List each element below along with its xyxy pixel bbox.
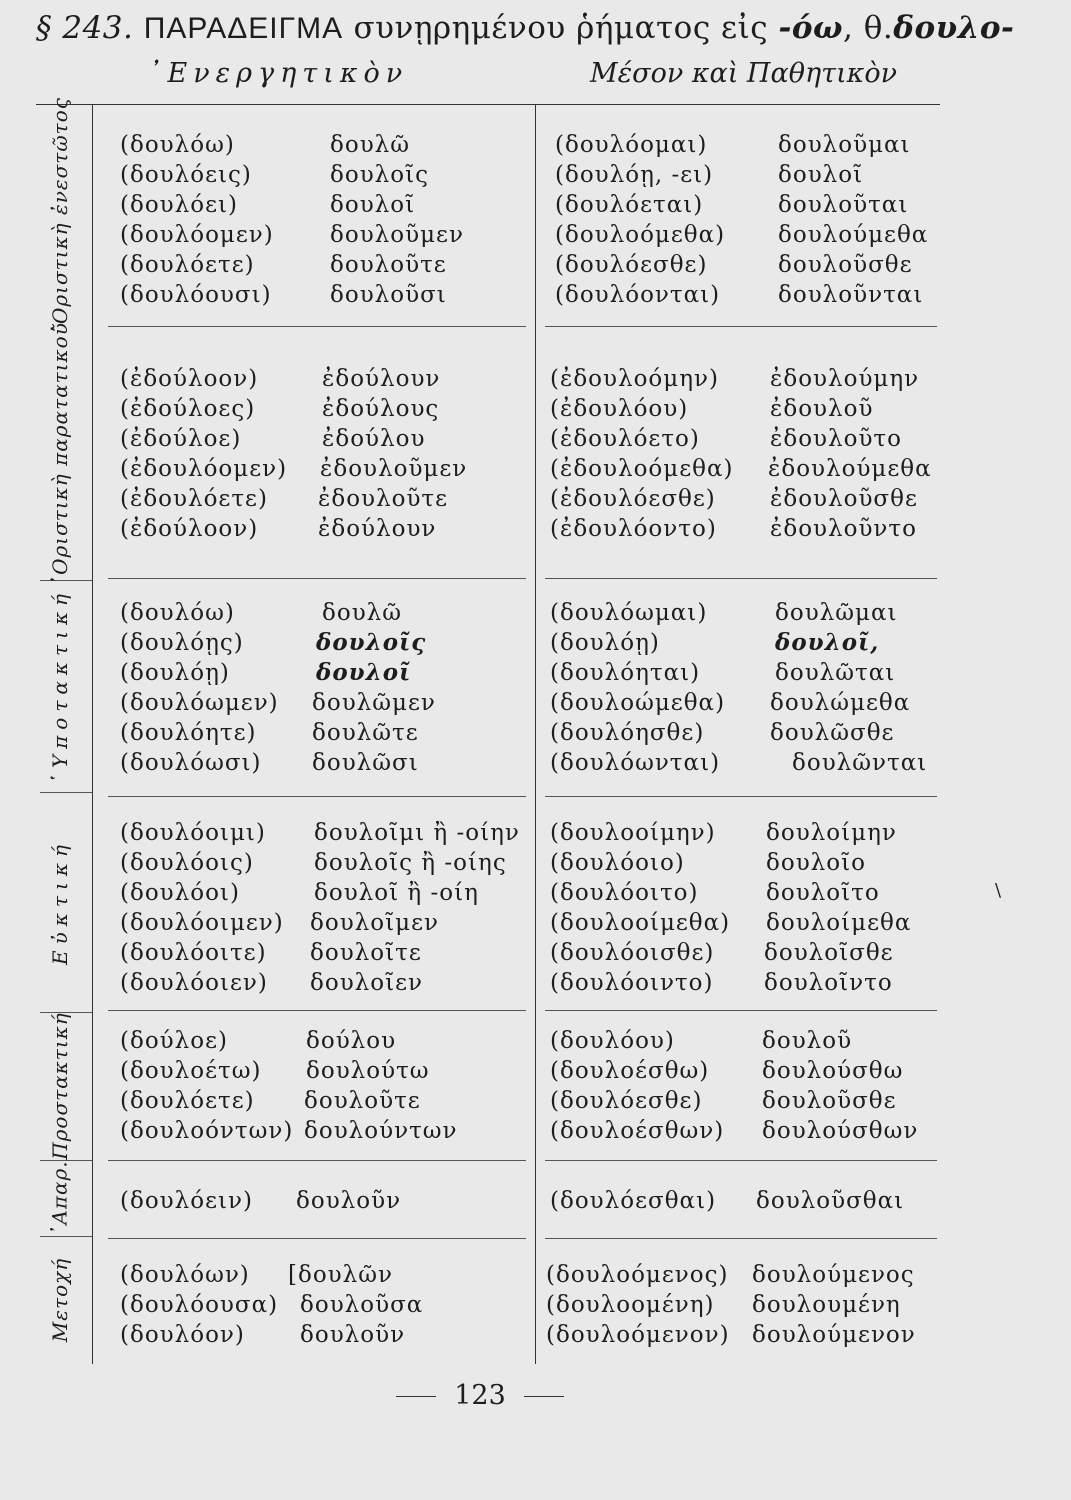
- header-ending: -όω: [778, 10, 844, 46]
- contracted-form: δουλοῖτε: [310, 940, 422, 966]
- contracted-form: δουλῶ: [330, 132, 411, 158]
- uncontracted-form: (ἐδουλόου): [550, 396, 689, 422]
- page-number-value: 123: [454, 1380, 506, 1411]
- contracted-form: δουλοῖσθε: [764, 940, 894, 966]
- contracted-form: δουλοῦμεν: [330, 222, 464, 248]
- uncontracted-form: (ἐδουλοόμην): [550, 366, 719, 392]
- section-separator: [108, 1160, 526, 1161]
- contracted-form: δουλούσθων: [762, 1118, 919, 1144]
- uncontracted-form: (δουλόεσθε): [550, 1088, 703, 1114]
- uncontracted-form: (δουλόεσθαι): [550, 1188, 717, 1214]
- contracted-form: δουλοῖ ἢ -οίη: [314, 880, 479, 906]
- uncontracted-form: (δουλοέτω): [120, 1058, 262, 1084]
- contracted-form: δουλοίμην: [766, 820, 897, 846]
- contracted-form: δουλοῦ: [762, 1028, 853, 1054]
- uncontracted-form: (ἐδούλοες): [120, 396, 256, 422]
- uncontracted-form: (δουλόοι): [120, 880, 240, 906]
- contracted-form: δουλῶσι: [312, 750, 419, 776]
- uncontracted-form: (δουλοόμενον): [546, 1322, 730, 1348]
- section-separator: [545, 1238, 937, 1239]
- contracted-form: δουλούμενος: [752, 1262, 915, 1288]
- uncontracted-form: (δουλόουσα): [120, 1292, 279, 1318]
- contracted-form: ἐδούλουν: [318, 516, 437, 542]
- contracted-form: δουλῶμεν: [312, 690, 436, 716]
- contracted-form: ἐδουλοῦτε: [318, 486, 449, 512]
- uncontracted-form: (δουλοόμεθα): [555, 222, 726, 248]
- uncontracted-form: (δουλόοιμι): [120, 820, 266, 846]
- uncontracted-form: (δουλόῃς): [120, 630, 244, 656]
- contracted-form: δουλοῖμι ἢ -οίην: [314, 820, 520, 846]
- section-separator: [40, 1236, 92, 1237]
- uncontracted-form: (δουλόοιτο): [550, 880, 699, 906]
- section-separator: [108, 578, 526, 579]
- contracted-form-emphasized: δουλοῖ,: [775, 629, 880, 656]
- contracted-form: δουλῶτε: [312, 720, 419, 746]
- uncontracted-form: (δουλόων): [120, 1262, 250, 1288]
- contracted-form: δουλῶσθε: [770, 720, 895, 746]
- uncontracted-form: (δουλόομεν): [120, 222, 274, 248]
- section-separator: [545, 1010, 937, 1011]
- dash-right: [524, 1396, 564, 1397]
- contracted-form: δουλοῦται: [778, 192, 909, 218]
- contracted-form: ἐδουλοῦντο: [770, 516, 917, 542]
- contracted-form: δουλοῖτο: [766, 880, 880, 906]
- uncontracted-form: (δουλόεται): [555, 192, 704, 218]
- contracted-form: δουλοῦσθε: [778, 252, 913, 278]
- mood-label-subjunctive: ῾Υποτακτική: [48, 587, 73, 785]
- contracted-form: ἐδούλους: [322, 396, 440, 422]
- section-separator: [545, 1160, 937, 1161]
- contracted-form: δουλοίμεθα: [766, 910, 912, 936]
- uncontracted-form: (δουλόησθε): [550, 720, 705, 746]
- mood-label-optative: Εὐκτική: [48, 839, 73, 965]
- uncontracted-form: (δουλόου): [550, 1028, 675, 1054]
- uncontracted-form: (ἐδουλόετο): [550, 426, 700, 452]
- voice-divider-rule: [535, 104, 536, 1364]
- contracted-form: ἐδουλούμην: [770, 366, 920, 392]
- header-stem-label: , θ.: [843, 10, 894, 46]
- section-separator: [545, 326, 937, 327]
- uncontracted-form: (ἐδουλόοντο): [550, 516, 717, 542]
- mood-label-participle: Μετοχή: [48, 1257, 73, 1343]
- contracted-form: δουλώμεθα: [770, 690, 911, 716]
- contracted-form: δουλοῦσι: [330, 282, 447, 308]
- uncontracted-form: (δουλόητε): [120, 720, 257, 746]
- uncontracted-form: (ἐδουλοόμεθα): [550, 456, 734, 482]
- contracted-form: δουλοῖο: [766, 850, 866, 876]
- contracted-form: δουλοῦτε: [330, 252, 447, 278]
- section-separator: [108, 796, 526, 797]
- contracted-form: δουλοῦσθαι: [756, 1188, 905, 1214]
- contracted-form: δουλοῖ: [330, 192, 416, 218]
- contracted-form: ἐδουλούμεθα: [768, 456, 932, 482]
- uncontracted-form: (δουλόοιτε): [120, 940, 267, 966]
- contracted-form: δουλούμεθα: [778, 222, 929, 248]
- contracted-form: δουλούτω: [306, 1058, 430, 1084]
- contracted-form: δουλοῖς: [330, 162, 429, 188]
- section-separator: [108, 1010, 526, 1011]
- dash-left: [396, 1396, 436, 1397]
- uncontracted-form: (δουλοώμεθα): [550, 690, 726, 716]
- uncontracted-form: (δουλόει): [120, 192, 238, 218]
- contracted-form: δουλῶ: [322, 600, 403, 626]
- uncontracted-form: (δουλόοισθε): [550, 940, 715, 966]
- uncontracted-form: (δουλόουσι): [120, 282, 272, 308]
- contracted-form: δουλοῖεν: [310, 970, 424, 996]
- contracted-form: δουλοῦνται: [778, 282, 924, 308]
- contracted-form: ἐδούλουν: [322, 366, 441, 392]
- uncontracted-form: (δουλόωσι): [120, 750, 262, 776]
- label-column-rule: [92, 104, 93, 1364]
- page-number: [0, 1380, 960, 1411]
- stray-mark: \: [995, 880, 1002, 901]
- contracted-form-emphasized: δουλοῖ: [316, 659, 412, 686]
- contracted-form: δουλῶμαι: [775, 600, 898, 626]
- uncontracted-form: (δουλόοις): [120, 850, 254, 876]
- uncontracted-form: (δουλοοίμεθα): [550, 910, 731, 936]
- uncontracted-form: (ἐδουλόεσθε): [550, 486, 716, 512]
- contracted-form: δουλοῦσα: [300, 1292, 424, 1318]
- contracted-form: δουλῶνται: [792, 750, 928, 776]
- contracted-form: δουλοῖ: [778, 162, 864, 188]
- section-number: § 243.: [36, 10, 134, 46]
- uncontracted-form: (δουλοέσθω): [550, 1058, 710, 1084]
- contracted-form: δουλούντων: [304, 1118, 458, 1144]
- uncontracted-form: (δουλοοίμην): [550, 820, 716, 846]
- contracted-form: δουλῶται: [775, 660, 896, 686]
- contracted-form: ἐδούλου: [322, 426, 426, 452]
- uncontracted-form: (δουλόομαι): [555, 132, 708, 158]
- contracted-form: δουλοῦν: [300, 1322, 406, 1348]
- contracted-form: ἐδουλοῦμεν: [320, 456, 468, 482]
- uncontracted-form: (δουλόῃ): [120, 660, 230, 686]
- section-separator: [40, 792, 92, 793]
- uncontracted-form: (δουλόω): [120, 132, 235, 158]
- uncontracted-form: (δούλοε): [120, 1028, 228, 1054]
- section-separator: [108, 1238, 526, 1239]
- section-separator: [545, 796, 937, 797]
- voice-active-heading: ᾿Ενεργητικὸν: [148, 58, 409, 89]
- mood-label-imperative: Προστακτική: [48, 1012, 72, 1160]
- uncontracted-form: (δουλόετε): [120, 1088, 255, 1114]
- contracted-form: δουλοῦτε: [304, 1088, 421, 1114]
- contracted-form: δουλοῖμεν: [310, 910, 439, 936]
- header-subtitle: συνῃρημένου ῥήματος εἰς: [353, 10, 769, 46]
- contracted-form: δουλούμενον: [752, 1322, 916, 1348]
- uncontracted-form: (δουλόω): [120, 600, 235, 626]
- contracted-form: ἐδουλοῦ: [770, 396, 874, 422]
- uncontracted-form: (δουλόῃ): [550, 630, 660, 656]
- contracted-form-emphasized: δουλοῖς: [316, 629, 427, 656]
- mood-label-indicative-imperfect: ᾿Οριστικὴ παρατατικοῦ: [48, 322, 72, 586]
- section-separator: [108, 326, 526, 327]
- voice-middle-heading: Μέσον καὶ Παθητικὸν: [590, 58, 898, 89]
- contracted-form: δούλου: [306, 1028, 397, 1054]
- mood-label-infinitive: ᾿Απαρ.: [48, 1160, 72, 1236]
- mood-label-indicative-present: ᾿Οριστικὴ ἐνεστῶτος: [48, 97, 72, 335]
- uncontracted-form: (δουλόοιντο): [550, 970, 714, 996]
- uncontracted-form: (δουλοομένη): [546, 1292, 715, 1318]
- contracted-form: δουλοῦν: [296, 1188, 402, 1214]
- uncontracted-form: (δουλόειν): [120, 1188, 253, 1214]
- uncontracted-form: (δουλόοιμεν): [120, 910, 284, 936]
- contracted-form: δουλοῦσθε: [762, 1088, 897, 1114]
- uncontracted-form: (ἐδούλοον): [120, 366, 259, 392]
- uncontracted-form: (δουλόηται): [550, 660, 701, 686]
- contracted-form: [δουλῶν: [288, 1262, 393, 1288]
- contracted-form: ἐδουλοῦτο: [770, 426, 902, 452]
- uncontracted-form: (δουλόωμαι): [550, 600, 708, 626]
- header-title: ΠΑΡΑΔΕΙΓΜΑ: [143, 12, 344, 45]
- section-separator: [545, 578, 937, 579]
- table-top-rule: [36, 104, 940, 105]
- contracted-form: δουλούσθω: [762, 1058, 904, 1084]
- uncontracted-form: (δουλόεσθε): [555, 252, 708, 278]
- uncontracted-form: (δουλοέσθων): [550, 1118, 725, 1144]
- uncontracted-form: (δουλόωνται): [550, 750, 721, 776]
- contracted-form: δουλοῦμαι: [778, 132, 911, 158]
- uncontracted-form: (ἐδουλόετε): [120, 486, 268, 512]
- uncontracted-form: (δουλόεις): [120, 162, 252, 188]
- uncontracted-form: (δουλόονται): [555, 282, 721, 308]
- page-header: [36, 10, 1015, 54]
- uncontracted-form: (δουλόετε): [120, 252, 255, 278]
- contracted-form: δουλοῖς ἢ -οίης: [314, 850, 507, 876]
- uncontracted-form: (δουλόωμεν): [120, 690, 279, 716]
- contracted-form: ἐδουλοῦσθε: [770, 486, 918, 512]
- header-stem: δουλο-: [893, 10, 1015, 46]
- uncontracted-form: (δουλοόντων): [120, 1118, 294, 1144]
- contracted-form: δουλοῖντο: [764, 970, 893, 996]
- contracted-form: δουλουμένη: [752, 1292, 901, 1318]
- uncontracted-form: (ἐδούλοε): [120, 426, 242, 452]
- uncontracted-form: (δουλόοιεν): [120, 970, 268, 996]
- uncontracted-form: (δουλόῃ, -ει): [555, 162, 714, 188]
- uncontracted-form: (ἐδούλοον): [120, 516, 259, 542]
- uncontracted-form: (ἐδουλόομεν): [120, 456, 288, 482]
- uncontracted-form: (δουλόοιο): [550, 850, 685, 876]
- uncontracted-form: (δουλοόμενος): [546, 1262, 729, 1288]
- uncontracted-form: (δουλόον): [120, 1322, 245, 1348]
